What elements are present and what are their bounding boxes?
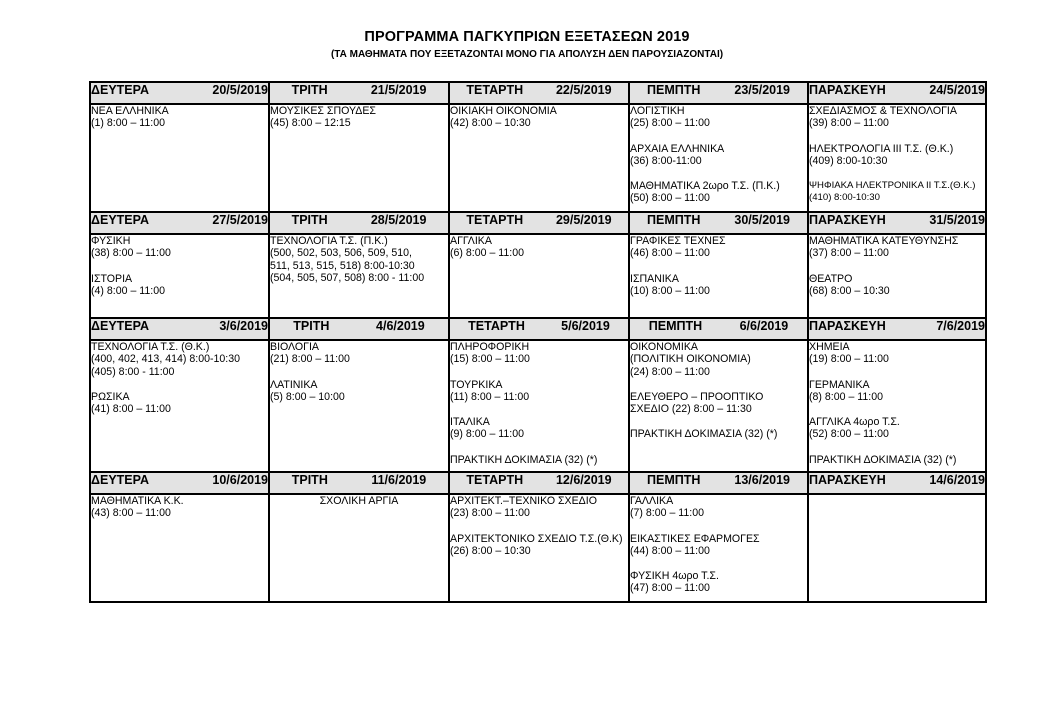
day-date: 23/5/2019	[734, 83, 790, 97]
day-name: ΠΑΡΑΣΚΕΥΗ	[809, 83, 886, 97]
day-exams-cell	[808, 234, 986, 318]
exam-subject: ΧΗΜΕΙΑ	[809, 341, 850, 353]
exam-code-time: (39) 8:00 – 11:00	[809, 117, 889, 130]
day-exams-cell	[269, 104, 449, 212]
exam-entry	[809, 379, 985, 404]
exam-code-time: (42) 8:00 – 10:30	[450, 117, 531, 130]
day-date: 30/5/2019	[734, 213, 790, 227]
day-date: 13/6/2019	[734, 473, 790, 487]
exam-subject: ΓΕΡΜΑΝΙΚΑ	[809, 378, 870, 391]
exam-entry	[91, 235, 268, 260]
exam-code-time: (43) 8:00 – 11:00	[91, 507, 171, 520]
exam-entry	[270, 105, 448, 130]
page-subtitle: (ΤΑ ΜΑΘΗΜΑΤΑ ΠΟΥ ΕΞΕΤΑΖΟΝΤΑΙ ΜΟΝΟ ΓΙΑ ΑΠΟΛΥΣΗ ΔΕΝ ΠΑΡΟΥΣΙΑΖΟΝΤΑΙ)	[330, 49, 724, 60]
exam-subject: ΜΑΘΗΜΑΤΙΚΑ Κ.Κ.	[91, 495, 184, 507]
exam-code-time: (41) 8:00 – 11:00	[91, 403, 171, 416]
day-header	[269, 318, 449, 340]
exam-entry	[91, 273, 268, 298]
day-date: 24/5/2019	[929, 83, 985, 97]
exam-entry	[809, 180, 985, 205]
exam-entry	[91, 495, 268, 520]
exam-entry	[450, 341, 628, 366]
exam-subject: ΟΙΚΟΝΟΜΙΚΑ	[630, 341, 698, 353]
day-name: ΠΑΡΑΣΚΕΥΗ	[809, 319, 886, 333]
exam-code-time: (1) 8:00 – 11:00	[91, 117, 166, 130]
week-header-row	[90, 82, 986, 104]
day-exams-cell	[449, 340, 629, 472]
day-name: ΠΕΜΠΤΗ	[646, 83, 701, 97]
exam-subject: ΙΤΑΛΙΚΑ	[450, 416, 490, 429]
day-header	[629, 212, 808, 234]
exam-entry	[630, 143, 807, 168]
exam-code-time: (409) 8:00-10:30	[809, 154, 888, 167]
day-date: 4/6/2019	[376, 319, 425, 333]
exam-schedule-table	[89, 81, 987, 603]
day-exams-cell	[629, 234, 808, 318]
exam-code-time: (504, 505, 507, 508) 8:00 - 11:00	[270, 271, 425, 284]
exam-entry	[809, 143, 985, 168]
day-header	[269, 472, 449, 494]
exam-subject: ΤΕΧΝΟΛΟΓΙΑ Τ.Σ. (Π.Κ.)	[270, 235, 388, 247]
exam-subject: ΜΑΘΗΜΑΤΙΚΑ 2ωρο Τ.Σ. (Π.Κ.)	[630, 180, 780, 193]
exam-entry	[630, 341, 807, 378]
exam-code-time: (68) 8:00 – 10:30	[809, 284, 890, 297]
day-name: ΤΕΤΑΡΤΗ	[466, 213, 524, 227]
day-exams-cell	[269, 494, 449, 602]
day-name: ΠΕΜΠΤΗ	[648, 319, 703, 333]
exam-code-time: (36) 8:00-11:00	[630, 154, 702, 167]
exam-subject: ΑΡΧΙΤΕΚΤ.–ΤΕΧΝΙΚΟ ΣΧΕΔΙΟ	[450, 495, 597, 507]
exam-entry	[630, 105, 807, 130]
exam-entry	[630, 570, 807, 595]
page-title: ΠΡΟΓΡΑΜΜΑ ΠΑΓΚΥΠΡΙΩΝ ΕΞΕΤΑΣΕΩΝ 2019	[364, 29, 690, 45]
day-header	[90, 472, 269, 494]
exam-entry	[270, 379, 448, 404]
exam-subject: ΜΑΘΗΜΑΤΙΚΑ ΚΑΤΕΥΘΥΝΣΗΣ	[809, 235, 959, 247]
exam-code-time: (9) 8:00 – 11:00	[450, 428, 525, 441]
exam-code-time: (5) 8:00 – 10:00	[270, 390, 345, 403]
day-name: ΤΕΤΑΡΤΗ	[466, 473, 524, 487]
exam-subject: ΗΛΕΚΤΡΟΛΟΓΙΑ ΙΙΙ Τ.Σ. (Θ.Κ.)	[809, 142, 954, 155]
exam-subject: ΟΙΚΙΑΚΗ ΟΙΚΟΝΟΜΙΑ	[450, 105, 557, 117]
exam-subject: ΑΓΓΛΙΚΑ 4ωρο Τ.Σ.	[809, 416, 900, 429]
exam-code-time: (8) 8:00 – 11:00	[809, 390, 884, 403]
day-header	[629, 472, 808, 494]
day-exams-cell	[449, 234, 629, 318]
exam-code-time: (44) 8:00 – 11:00	[630, 544, 710, 557]
exam-subject: ΑΡΧΑΙΑ ΕΛΛΗΝΙΚΑ	[630, 142, 725, 155]
day-date: 27/5/2019	[212, 213, 268, 227]
exam-code-time: ΣΧΕΔΙΟ (22) 8:00 – 11:30	[630, 403, 752, 416]
day-exams-cell	[629, 104, 808, 212]
exam-subject: ΦΥΣΙΚΗ	[91, 235, 131, 247]
exam-entry	[809, 273, 985, 298]
day-exams-cell	[90, 340, 269, 472]
day-name: ΤΡΙΤΗ	[291, 213, 328, 227]
exam-subject: ΦΥΣΙΚΗ 4ωρο Τ.Σ.	[630, 570, 719, 583]
exam-subject: ΨΗΦΙΑΚΑ ΗΛΕΚΤΡΟΝΙΚΑ ΙΙ Τ.Σ.(Θ.Κ.)	[809, 180, 976, 192]
day-exams-cell	[808, 340, 986, 472]
exam-subject: ΑΓΓΛΙΚΑ	[450, 235, 492, 247]
exam-code-time: (ΠΟΛΙΤΙΚΗ ΟΙΚΟΝΟΜΙΑ)	[630, 353, 751, 366]
exam-subject: ΠΡΑΚΤΙΚΗ ΔΟΚΙΜΑΣΙΑ (32) (*)	[809, 453, 957, 466]
day-header	[449, 82, 629, 104]
exam-entry	[809, 105, 985, 130]
day-header	[808, 212, 986, 234]
exam-entry	[450, 105, 628, 130]
exam-subject: ΕΙΚΑΣΤΙΚΕΣ ΕΦΑΡΜΟΓΕΣ	[630, 532, 760, 545]
exam-entry	[450, 416, 628, 441]
exam-subject: ΤΟΥΡΚΙΚΑ	[450, 378, 503, 391]
day-name: ΤΡΙΤΗ	[291, 473, 328, 487]
week-header-row	[90, 472, 986, 494]
exam-code-time: (4) 8:00 – 11:00	[91, 284, 166, 297]
day-header	[449, 318, 629, 340]
day-header	[269, 82, 449, 104]
exam-code-time: (6) 8:00 – 11:00	[450, 247, 525, 260]
exam-code-time: (19) 8:00 – 11:00	[809, 353, 889, 366]
day-exams-cell	[90, 104, 269, 212]
day-date: 11/6/2019	[371, 473, 427, 487]
exam-entry	[450, 533, 628, 558]
exam-code-time: (11) 8:00 – 11:00	[450, 390, 530, 403]
day-name: ΔΕΥΤΕΡΑ	[91, 213, 150, 227]
exam-subject: ΠΡΑΚΤΙΚΗ ΔΟΚΙΜΑΣΙΑ (32) (*)	[630, 428, 778, 441]
exam-code-time: (400, 402, 413, 414) 8:00-10:30	[91, 353, 241, 366]
exam-code-time: (23) 8:00 – 11:00	[450, 507, 530, 520]
week-exams-row	[90, 234, 986, 318]
exam-entry	[270, 235, 448, 284]
exam-subject: ΠΛΗΡΟΦΟΡΙΚΗ	[450, 341, 530, 353]
exam-entry	[809, 235, 985, 260]
exam-code-time: (50) 8:00 – 11:00	[630, 192, 710, 205]
exam-code-time: (10) 8:00 – 11:00	[630, 284, 710, 297]
day-name: ΔΕΥΤΕΡΑ	[91, 473, 150, 487]
exam-code-time: (45) 8:00 – 12:15	[270, 117, 351, 130]
day-date: 21/5/2019	[370, 83, 427, 97]
exam-code-time: (410) 8:00-10:30	[809, 192, 880, 204]
day-exams-cell	[808, 494, 986, 602]
day-name: ΤΕΤΑΡΤΗ	[466, 83, 524, 97]
day-name: ΔΕΥΤΕΡΑ	[91, 83, 150, 97]
week-header-row	[90, 212, 986, 234]
exam-entry	[809, 416, 985, 441]
day-name: ΠΑΡΑΣΚΕΥΗ	[809, 213, 886, 227]
exam-subject: ΠΡΑΚΤΙΚΗ ΔΟΚΙΜΑΣΙΑ (32) (*)	[450, 453, 598, 466]
day-name: ΤΕΤΑΡΤΗ	[468, 319, 525, 333]
exam-entry	[630, 495, 807, 520]
day-name: ΔΕΥΤΕΡΑ	[91, 319, 150, 333]
exam-code-time: 511, 513, 515, 518) 8:00-10:30	[270, 259, 415, 272]
day-date: 28/5/2019	[370, 213, 427, 227]
day-exams-cell	[449, 494, 629, 602]
day-date: 31/5/2019	[929, 213, 985, 227]
exam-entry	[91, 105, 268, 130]
exam-code-time: (15) 8:00 – 11:00	[450, 353, 530, 366]
exam-subject: ΑΡΧΙΤΕΚΤΟΝΙΚΟ ΣΧΕΔΙΟ Τ.Σ.(Θ.Κ)	[450, 532, 623, 545]
day-header	[90, 318, 269, 340]
day-exams-cell	[269, 340, 449, 472]
exam-code-time: (26) 8:00 – 10:30	[450, 544, 531, 557]
day-exams-cell	[808, 104, 986, 212]
exam-subject: ΝΕΑ ΕΛΛΗΝΙΚΑ	[91, 105, 169, 117]
exam-entry	[270, 495, 448, 507]
day-name: ΤΡΙΤΗ	[293, 319, 330, 333]
exam-entry	[630, 235, 807, 260]
day-header	[629, 318, 808, 340]
exam-code-time: (24) 8:00 – 11:00	[630, 365, 710, 378]
day-date: 22/5/2019	[555, 83, 612, 97]
exam-entry	[630, 533, 807, 558]
exam-entry	[450, 379, 628, 404]
exam-subject: ΡΩΣΙΚΑ	[91, 390, 130, 403]
day-date: 3/6/2019	[219, 319, 268, 333]
day-header	[808, 318, 986, 340]
day-date: 12/6/2019	[555, 473, 612, 487]
day-exams-cell	[269, 234, 449, 318]
exam-entry	[450, 454, 628, 466]
exam-entry	[450, 495, 628, 520]
exam-entry	[809, 341, 985, 366]
day-date: 20/5/2019	[212, 83, 268, 97]
exam-entry	[270, 341, 448, 366]
exam-entry	[630, 391, 807, 416]
day-date: 10/6/2019	[212, 473, 268, 487]
exam-code-time: (37) 8:00 – 11:00	[809, 247, 889, 260]
exam-entry	[809, 454, 985, 466]
exam-code-time: (500, 502, 503, 506, 509, 510,	[270, 247, 412, 260]
exam-entry	[450, 235, 628, 260]
day-exams-cell	[90, 494, 269, 602]
day-header	[808, 472, 986, 494]
day-exams-cell	[449, 104, 629, 212]
exam-subject: ΒΙΟΛΟΓΙΑ	[270, 341, 319, 353]
exam-entry	[91, 391, 268, 416]
day-header	[808, 82, 986, 104]
exam-entry	[630, 273, 807, 298]
exam-entry	[630, 180, 807, 205]
exam-subject: ΕΛΕΥΘΕΡΟ – ΠΡΟΟΠΤΙΚΟ	[630, 390, 764, 403]
day-name: ΠΑΡΑΣΚΕΥΗ	[809, 473, 886, 487]
exam-subject: ΛΟΓΙΣΤΙΚΗ	[630, 105, 685, 117]
day-header	[449, 212, 629, 234]
day-header	[629, 82, 808, 104]
day-date: 14/6/2019	[929, 473, 985, 487]
week-exams-row	[90, 494, 986, 602]
exam-subject: ΤΕΧΝΟΛΟΓΙΑ Τ.Σ. (Θ.Κ.)	[91, 341, 210, 353]
exam-code-time: (38) 8:00 – 11:00	[91, 247, 171, 260]
day-exams-cell	[629, 340, 808, 472]
exam-subject: ΛΑΤΙΝΙΚΑ	[270, 378, 318, 391]
day-header	[269, 212, 449, 234]
day-header	[449, 472, 629, 494]
day-header	[90, 212, 269, 234]
day-date: 7/6/2019	[936, 319, 985, 333]
exam-subject: ΙΣΠΑΝΙΚΑ	[630, 272, 679, 285]
exam-subject: ΓΑΛΛΙΚΑ	[630, 495, 674, 507]
day-exams-cell	[629, 494, 808, 602]
exam-code-time: (405) 8:00 - 11:00	[91, 365, 175, 378]
day-header	[90, 82, 269, 104]
exam-subject: ΓΡΑΦΙΚΕΣ ΤΕΧΝΕΣ	[630, 235, 726, 247]
exam-subject: ΜΟΥΣΙΚΕΣ ΣΠΟΥΔΕΣ	[270, 105, 376, 117]
exam-entry	[630, 428, 807, 440]
exam-code-time: (25) 8:00 – 11:00	[630, 117, 710, 130]
day-date: 29/5/2019	[555, 213, 612, 227]
exam-code-time: (47) 8:00 – 11:00	[630, 582, 710, 595]
day-exams-cell	[90, 234, 269, 318]
day-date: 5/6/2019	[561, 319, 610, 333]
week-header-row	[90, 318, 986, 340]
exam-code-time: (46) 8:00 – 11:00	[630, 247, 710, 260]
exam-code-time: (52) 8:00 – 11:00	[809, 428, 889, 441]
exam-subject: ΘΕΑΤΡΟ	[809, 272, 853, 285]
week-exams-row	[90, 340, 986, 472]
exam-entry	[91, 341, 268, 378]
day-date: 6/6/2019	[739, 319, 789, 333]
day-name: ΠΕΜΠΤΗ	[646, 213, 701, 227]
day-name: ΤΡΙΤΗ	[291, 83, 328, 97]
exam-subject: ΣΧΕΔΙΑΣΜΟΣ & ΤΕΧΝΟΛΟΓΙΑ	[809, 105, 957, 117]
exam-subject: ΙΣΤΟΡΙΑ	[91, 272, 133, 285]
exam-code-time: (7) 8:00 – 11:00	[630, 507, 705, 520]
week-exams-row	[90, 104, 986, 212]
exam-code-time: (21) 8:00 – 11:00	[270, 353, 350, 366]
exam-subject: ΣΧΟΛΙΚΗ ΑΡΓΙΑ	[319, 495, 399, 507]
day-name: ΠΕΜΠΤΗ	[646, 473, 701, 487]
